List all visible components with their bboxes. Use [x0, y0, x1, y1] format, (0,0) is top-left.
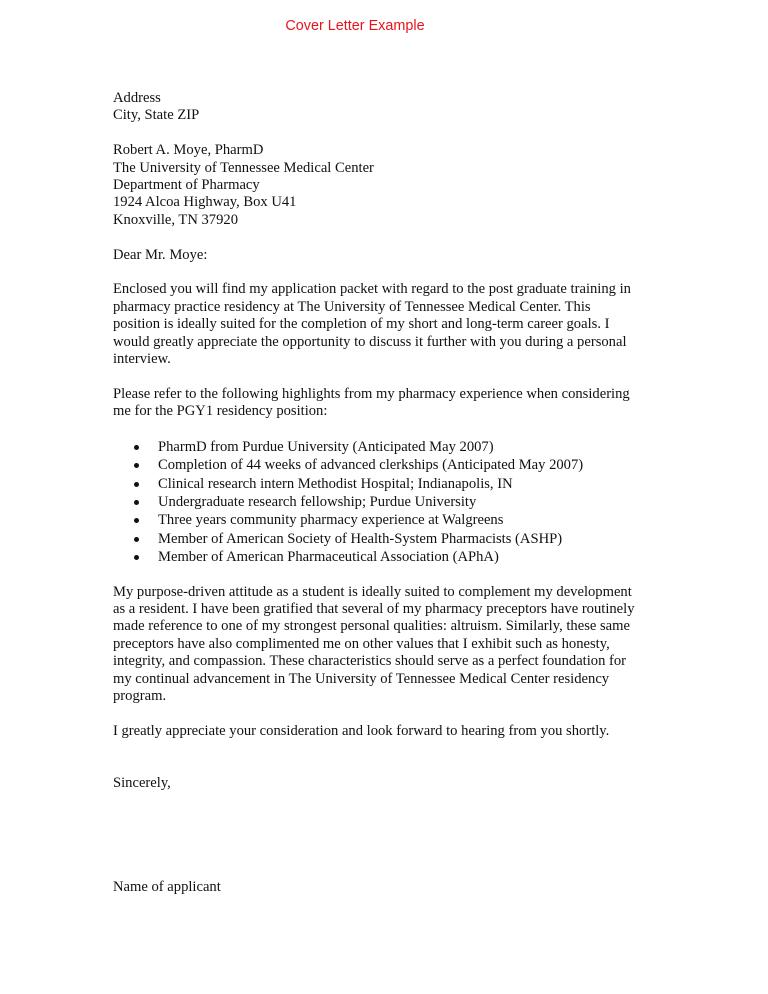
sender-address [113, 90, 673, 125]
recipient-city: Knoxville, TN 37920 [113, 211, 238, 228]
intro-paragraph [113, 281, 673, 368]
sender-city-line: City, State ZIP [113, 107, 200, 124]
recipient-department: Department of Pharmacy [113, 177, 260, 194]
bullet-icon [134, 463, 139, 468]
list-item-text: PharmD from Purdue University (Anticipated May 2007) [158, 439, 494, 456]
signature-space [113, 792, 673, 862]
closing-paragraph: I greatly appreciate your consideration and look forward to hearing from you shortly. [113, 722, 610, 739]
paragraph-line: integrity, and compassion. These characteristics should serve as a perfect foundation for [113, 653, 627, 670]
paragraph-line: Enclosed you will find my application packet with regard to the post graduate training in [113, 281, 631, 298]
bullet-icon [134, 482, 139, 487]
bullet-icon [134, 555, 139, 560]
highlights-intro-paragraph [113, 386, 673, 421]
salutation: Dear Mr. Moye: [113, 246, 208, 263]
list-item-text: Clinical research intern Methodist Hospital; Indianapolis, IN [158, 475, 513, 492]
attitude-paragraph [113, 584, 673, 706]
paragraph-line: position is ideally suited for the completion of my short and long-term career goals. I [113, 316, 610, 333]
list-item [113, 438, 673, 456]
letter-body [113, 90, 673, 897]
list-item-text: Undergraduate research fellowship; Purdue University [158, 493, 477, 510]
paragraph-line: my continual advancement in The University of Tennessee Medical Center residency [113, 670, 610, 687]
paragraph-line: Please refer to the following highlights from my pharmacy experience when considering [113, 385, 630, 402]
signature-name: Name of applicant [113, 879, 221, 896]
list-item-text: Member of American Society of Health-System Pharmacists (ASHP) [158, 530, 563, 547]
list-item-text: Member of American Pharmaceutical Association (APhA) [158, 548, 499, 565]
page-title: Cover Letter Example [285, 18, 425, 34]
list-item [113, 548, 673, 566]
paragraph-line: program. [113, 687, 167, 704]
list-item [113, 493, 673, 511]
recipient-name: Robert A. Moye, PharmD [113, 142, 264, 159]
paragraph-line: pharmacy practice residency at The University of Tennessee Medical Center. This [113, 298, 591, 315]
highlights-list [113, 438, 673, 566]
paragraph-line: me for the PGY1 residency position: [113, 403, 328, 420]
paragraph-line: would greatly appreciate the opportunity to discuss it further with you during a personal [113, 333, 627, 350]
list-item [113, 511, 673, 529]
recipient-organization: The University of Tennessee Medical Center [113, 159, 374, 176]
bullet-icon [134, 518, 139, 523]
bullet-icon [134, 500, 139, 505]
list-item-text: Three years community pharmacy experience at Walgreens [158, 512, 504, 529]
list-item [113, 475, 673, 493]
sender-address-line: Address [113, 90, 161, 106]
paragraph-line: My purpose-driven attitude as a student is ideally suited to complement my development [113, 583, 632, 600]
list-item [113, 530, 673, 548]
recipient-street: 1924 Alcoa Highway, Box U41 [113, 194, 297, 211]
list-item-text: Completion of 44 weeks of advanced clerkships (Anticipated May 2007) [158, 457, 584, 474]
paragraph-line: made reference to one of my strongest personal qualities: altruism. Similarly, these same [113, 618, 630, 635]
bullet-icon [134, 537, 139, 542]
paragraph-line: interview. [113, 351, 171, 368]
recipient-address [113, 142, 673, 229]
sign-off: Sincerely, [113, 774, 171, 791]
list-item [113, 456, 673, 474]
paragraph-line: preceptors have also complimented me on other values that I exhibit such as honesty, [113, 635, 610, 652]
bullet-icon [134, 445, 139, 450]
paragraph-line: as a resident. I have been gratified that several of my pharmacy preceptors have routinely [113, 600, 635, 617]
